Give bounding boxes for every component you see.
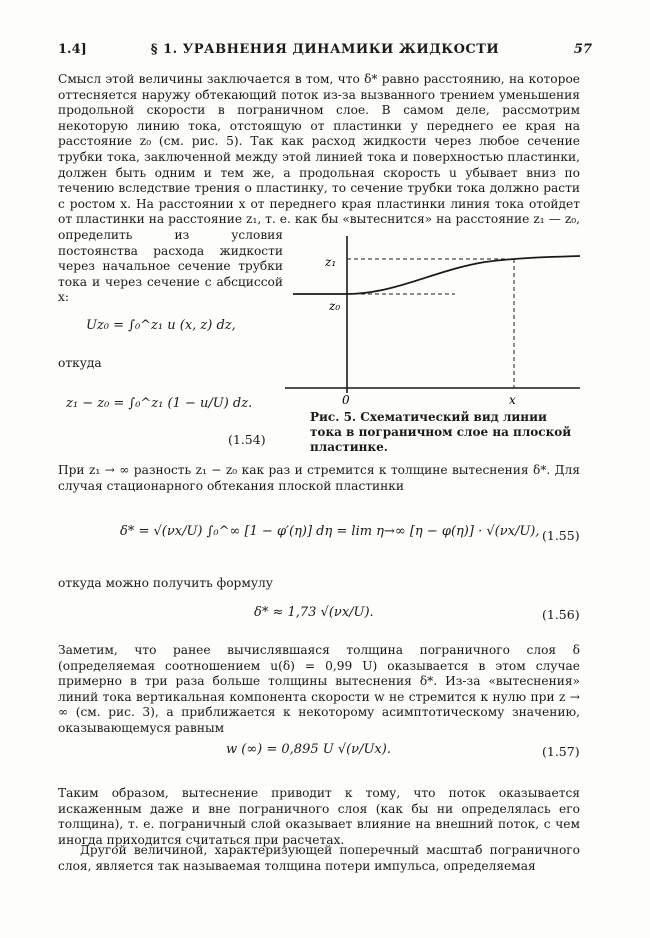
formula-uz0: Uz₀ = ∫₀^z₁ u (x, z) dz, [86,318,236,333]
word-otkuda: откуда [58,356,102,370]
paragraph-displacement-meaning: Смысл этой величины заключается в том, что δ* равно расстоянию, на которое оттесняется наружу обтекающий поток из-за вызванного трением уменьшения продольной скорости в пограничном слое. В самом деле, рассмотрим некоторую линию тока, отстоящую от пластинки у переднего ее края на расстояние z₀ (см. рис. 5). Так как расход жидкости через любое сечение трубки тока, заключенной между этой линией тока и поверхностью пластинки, должен быть одним и тем же, а продольная скорость u убывает вниз по течению вследствие трения о пластинку, то сечение трубки тока должно расти с ростом x. На расстоянии x от переднего края пластинки линия тока отойдет от пластинки на расстояние z₁, т. е. как бы «вытеснится» на расстояние z₁ — z₀, [58,72,580,227]
label-z1: z₁ [325,255,337,269]
paragraph-limit: При z₁ → ∞ разность z₁ − z₀ как раз и стремится к толщине вытеснения δ*. Для случая стационарного обтекания плоской пластинки [58,463,580,493]
equation-number-1-55: (1.55) [542,528,580,543]
paragraph-note: Заметим, что ранее вычислявшаяся толщина пограничного слоя δ (определяемая соотношением u(δ) = 0,99 U) оказывается в этом случае примерно в три раза больше толщины вытеснения δ*. Из-за «вытеснения» линий тока вертикальная компонента скорости w не стремится к нулю при z → ∞ (см. рис. 3), а приближается к некоторому асимптотическому значению, оказывающемуся равным [58,643,580,735]
formula-1-54: z₁ − z₀ = ∫₀^z₁ (1 − u/U) dz. [66,396,253,411]
formula-1-57: w (∞) = 0,895 U √(ν/Ux). [226,742,391,757]
figure-caption: Рис. 5. Схематический вид линии тока в пограничном слое на плоской пластинке. [310,410,572,454]
label-x: x [509,393,516,407]
equation-number-1-54: (1.54) [228,432,266,447]
paragraph-formula-intro: откуда можно получить формулу [58,576,273,590]
section-number: 1.4] [58,42,87,57]
formula-1-56: δ* ≈ 1,73 √(νx/U). [254,605,374,620]
equation-number-1-56: (1.56) [542,607,580,622]
running-header [58,42,592,64]
page-number: 57 [573,42,592,57]
label-z0: z₀ [329,299,341,313]
paragraph-continuation: определить из условия постоянства расхода жидкости через начальное сечение трубки тока и через сечение с абсциссой x: [58,228,283,305]
paragraph-momentum-thickness: Другой величиной, характеризующей поперечный масштаб пограничного слоя, является так называемая толщина потери импульса, определяемая [58,843,580,873]
formula-1-55: δ* = √(νx/U) ∫₀^∞ [1 − φ′(η)] dη = lim η→∞ [η − φ(η)] · √(νx/U), [120,524,540,539]
label-origin: 0 [342,393,350,407]
figure-streamline [285,228,585,408]
chapter-title: § 1. УРАВНЕНИЯ ДИНАМИКИ ЖИДКОСТИ [150,42,500,57]
equation-number-1-57: (1.57) [542,744,580,759]
paragraph-conclusion: Таким образом, вытеснение приводит к тому, что поток оказывается искаженным даже и вне пограничного слоя (как бы ни определялась его толщина), т. е. пограничный слой оказывает влияние на внешний поток, с чем иногда приходится считаться при расчетах. [58,786,580,847]
